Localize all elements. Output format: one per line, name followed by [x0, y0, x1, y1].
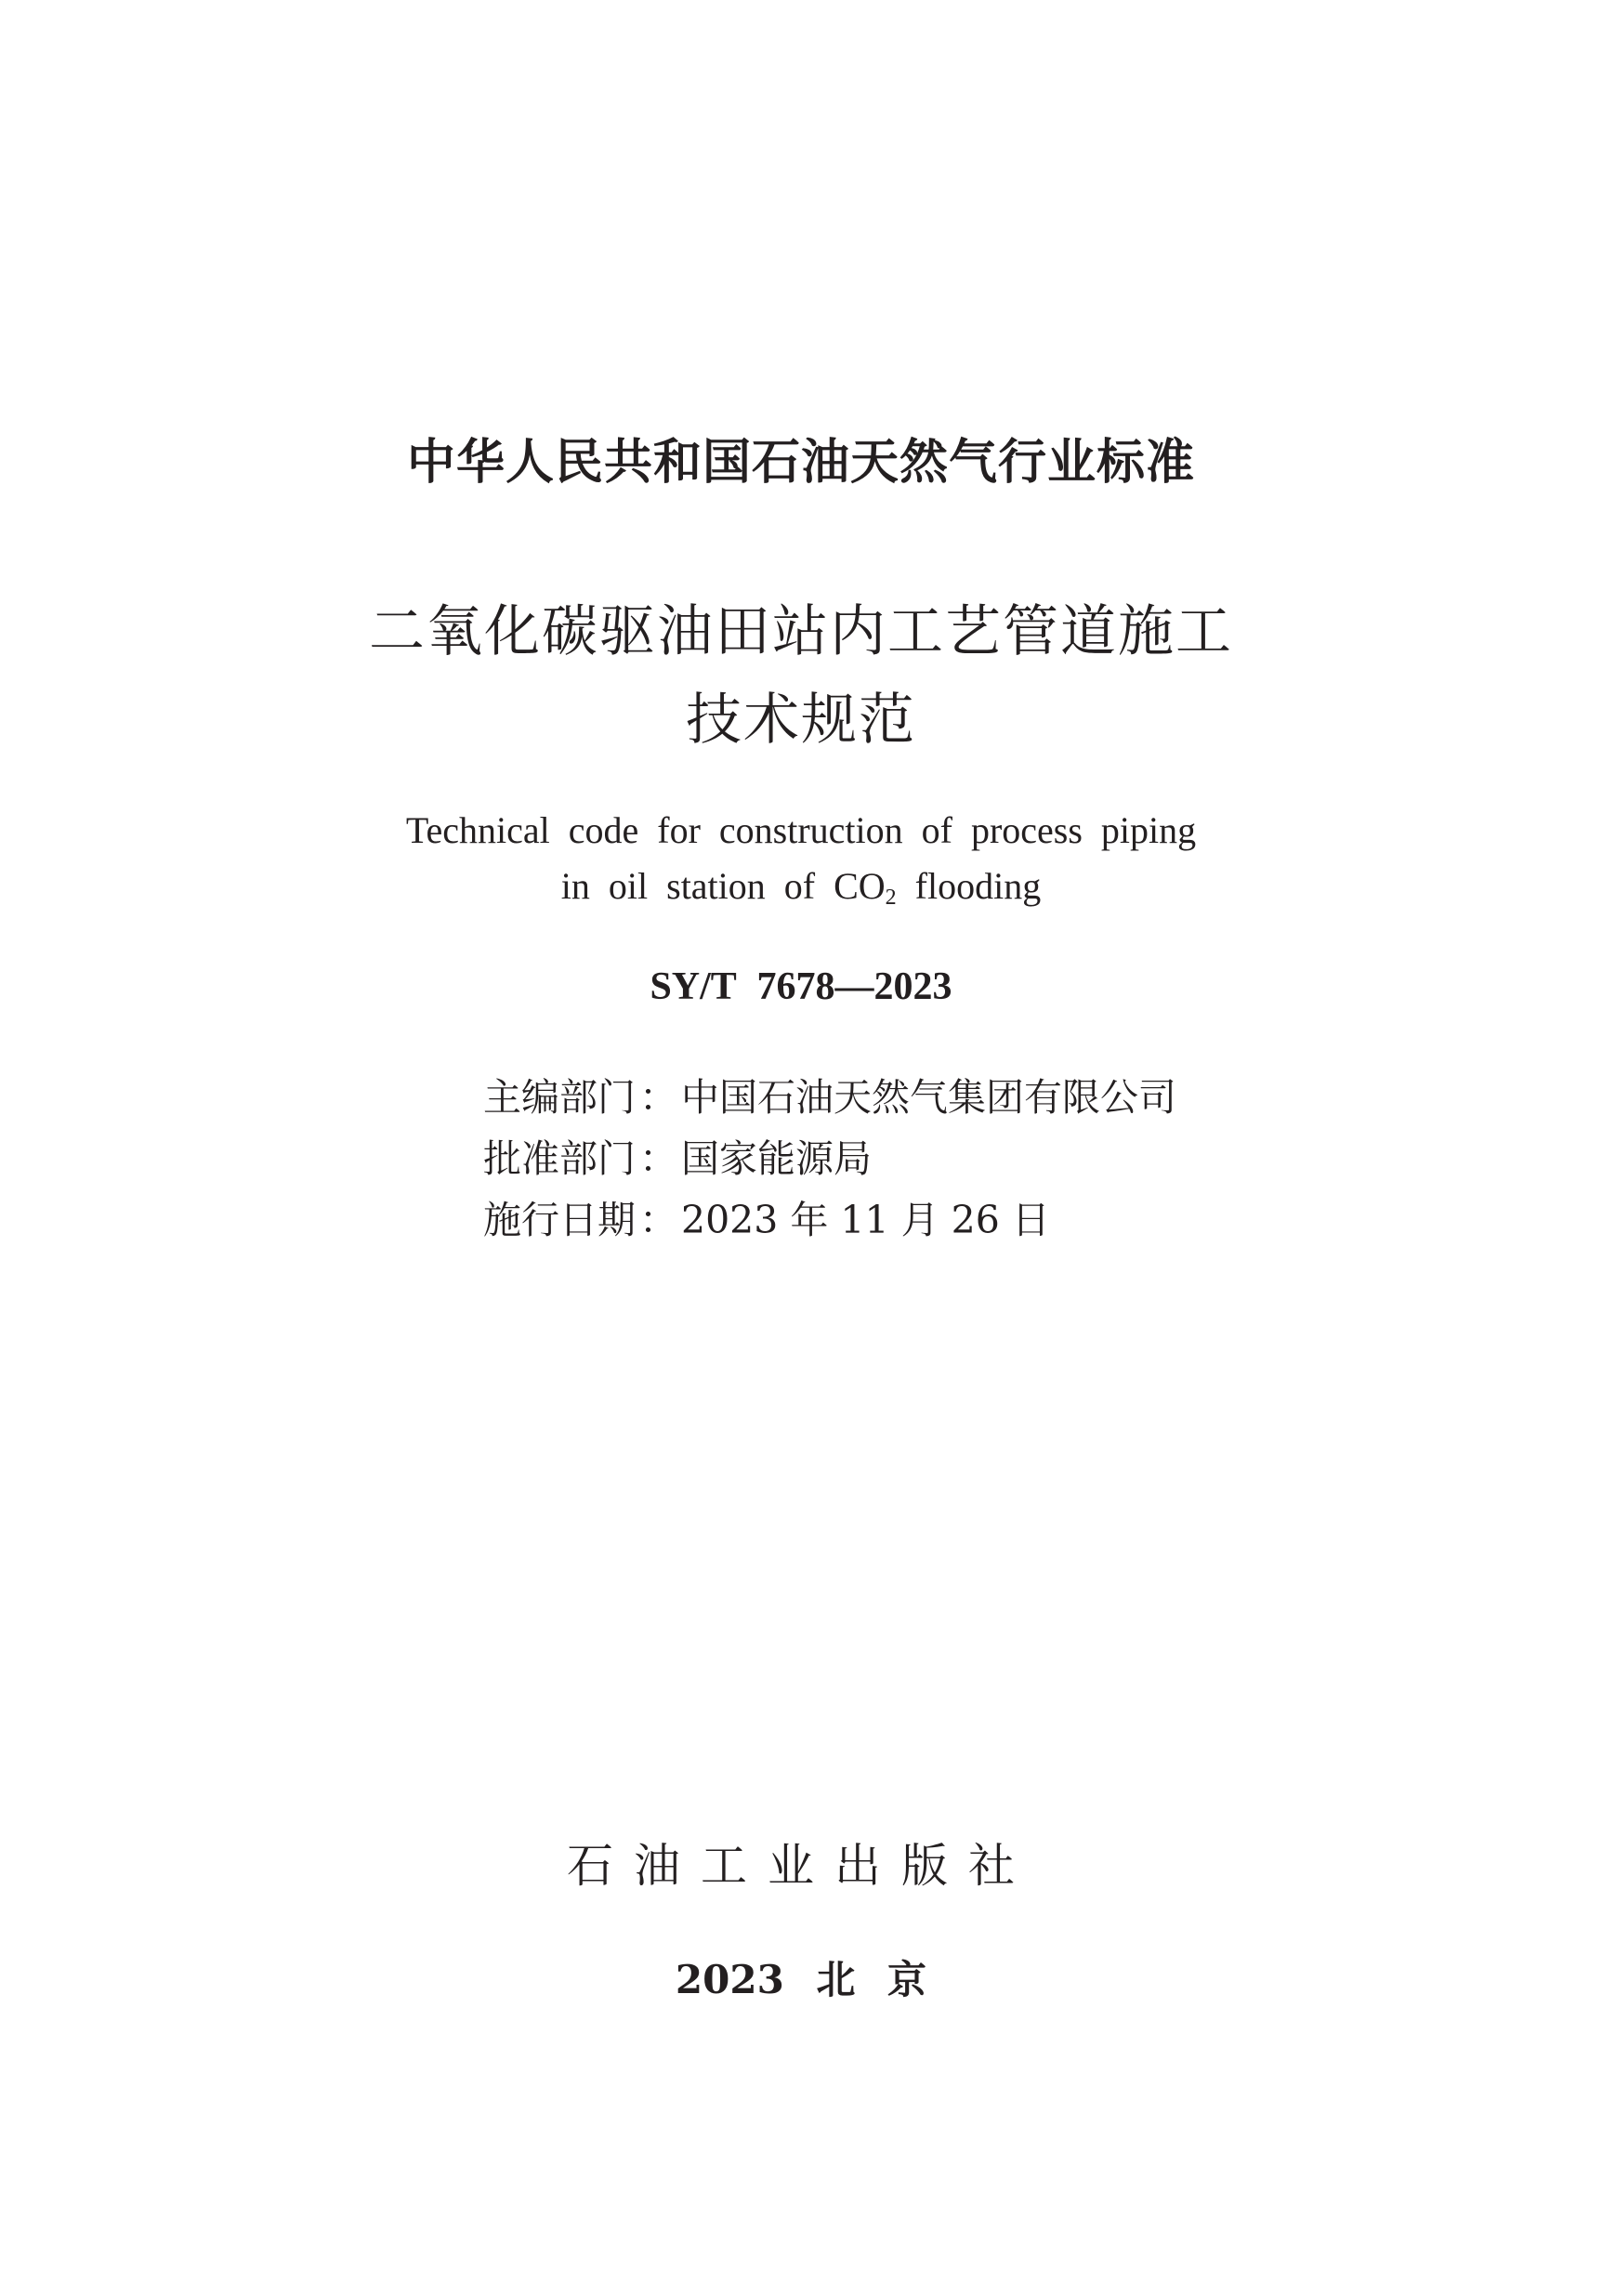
meta-editor-row: [483, 1067, 1176, 1122]
title-zh-line-2: 技术规范: [686, 688, 916, 753]
meta-separator: ：: [639, 1136, 677, 1181]
meta-date-label: 施行日期: [483, 1198, 636, 1242]
meta-approver-value: 国家能源局: [681, 1136, 872, 1181]
standard-code: SY/T 7678—2023: [650, 965, 952, 1008]
meta-separator: ：: [639, 1075, 677, 1120]
title-zh-line-1: 二氧化碳驱油田站内工艺管道施工: [369, 599, 1233, 664]
title-en-subscript: 2: [885, 886, 897, 910]
meta-approver-row: [483, 1128, 872, 1183]
title-en-line-2-post: flooding: [896, 865, 1042, 907]
meta-separator: ：: [639, 1198, 677, 1242]
meta-date-value: 2023 年 11 月 26 日: [681, 1198, 1050, 1242]
title-en-line-2: [0, 864, 1602, 908]
meta-editor-label: 主编部门: [483, 1075, 636, 1120]
title-en-line-2-pre: in oil station of CO: [560, 865, 886, 907]
standard-category: 中华人民共和国石油天然气行业标准: [406, 435, 1195, 491]
publisher: 石油工业出版社: [567, 1839, 1035, 1893]
title-en-line-1: Technical code for construction of process piping: [405, 809, 1197, 851]
publication-place: 2023 北 京: [675, 1957, 927, 2002]
meta-editor-value: 中国石油天然气集团有限公司: [681, 1075, 1176, 1120]
meta-date-row: [483, 1189, 1050, 1244]
meta-approver-label: 批准部门: [483, 1136, 636, 1181]
